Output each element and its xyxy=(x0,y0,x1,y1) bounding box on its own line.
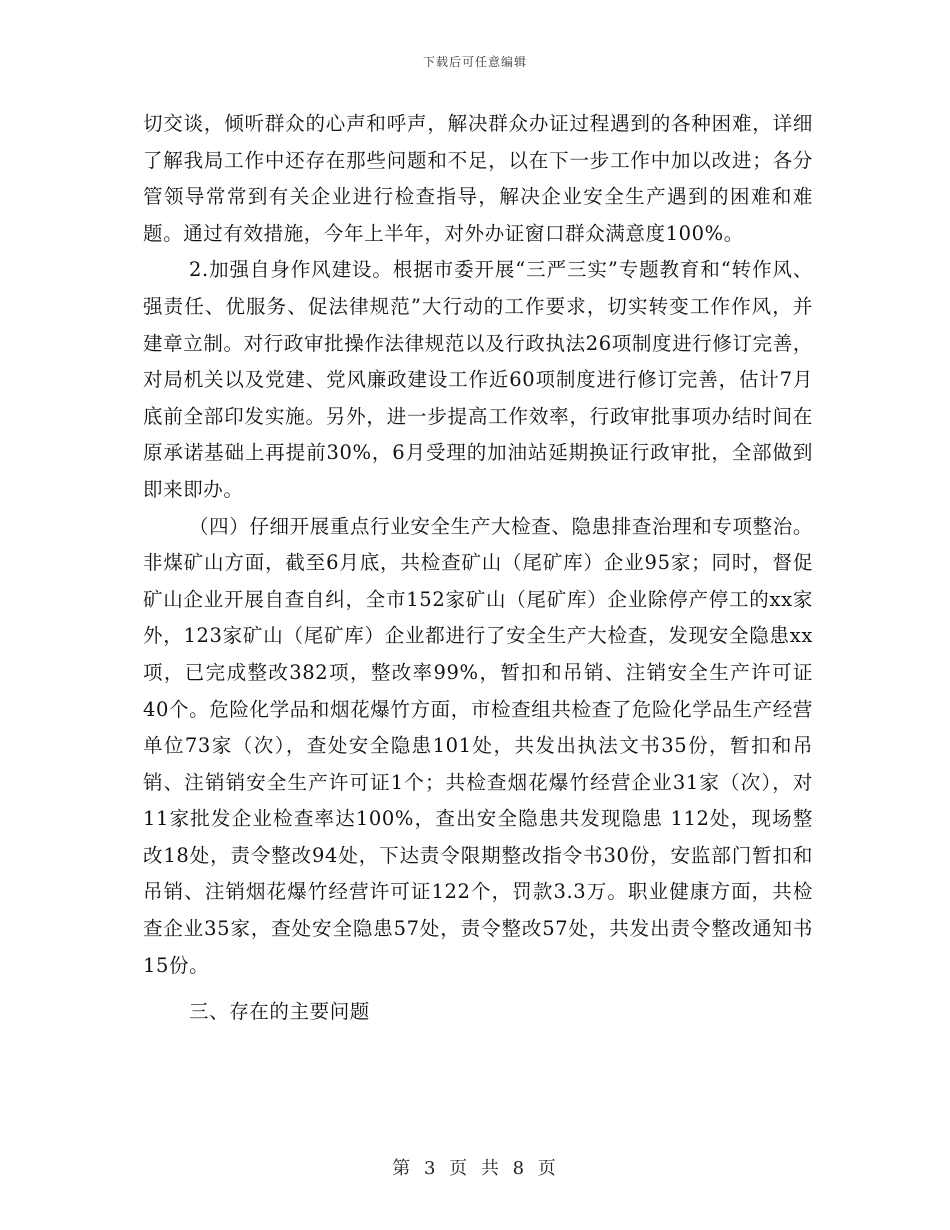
paragraph-work-style: 2.加强自身作风建设。根据市委开展“三严三实”专题教育和“转作风、强责任、优服务、促法律规范”大行动的工作要求，切实转变工作作风，并建章立制。对行政审批操作法律规范以及行政执法26项制度进行修订完善，对局机关以及党建、党风廉政建设工作近60项制度进行修订完善，估计7月底前全部印发实施。另外，进一步提高工作效率，行政审批事项办结时间在原承诺基础上再提前30%，6月受理的加油站延期换证行政审批，全部做到即来即办。 xyxy=(143,258,813,501)
paragraph-safety-inspection: （四）仔细开展重点行业安全生产大检查、隐患排查治理和专项整治。非煤矿山方面，截至6月底，共检查矿山（尾矿库）企业95家；同时，督促矿山企业开展自查自纠，全市152家矿山（尾矿库）企业除停产停工的xx家外，123家矿山（尾矿库）企业都进行了安全生产大检查，发现安全隐患xx项，已完成整改382项，整改率99%，暂扣和吊销、注销安全生产许可证40个。危险化学品和烟花爆竹方面，市检查组共检查了危险化学品生产经营单位73家（次），查处安全隐患101处，共发出执法文书35份，暂扣和吊销、注销销安全生产许可证1个；共检查烟花爆竹经营企业31家（次），对11家批发企业检查率达100%，查出安全隐患共发现隐患 112处，现场整改18处，责令整改94处，下达责令限期整改指令书30份，安监部门暂扣和吊销、注销烟花爆竹经营许可证122个，罚款3.3万。职业健康方面，共检查企业35家，查处安全隐患57处，责令整改57处，共发出责令整改通知书15份。 xyxy=(143,514,813,977)
paragraph-continuation: 切交谈，倾听群众的心声和呼声，解决群众办证过程遇到的各种困难，详细了解我局工作中还存在那些问题和不足，以在下一步工作中加以改进；各分管领导常常到有关企业进行检查指导，解决企业安全生产遇到的困难和难题。通过有效措施，今年上半年，对外办证窗口群众满意度100%。 xyxy=(143,112,813,245)
document-body xyxy=(143,106,813,1031)
page-header: 下载后可任意编辑 xyxy=(422,55,527,69)
page-footer: 第 3 页 共 8 页 xyxy=(392,1158,558,1179)
section-heading: 三、存在的主要问题 xyxy=(189,1000,370,1024)
